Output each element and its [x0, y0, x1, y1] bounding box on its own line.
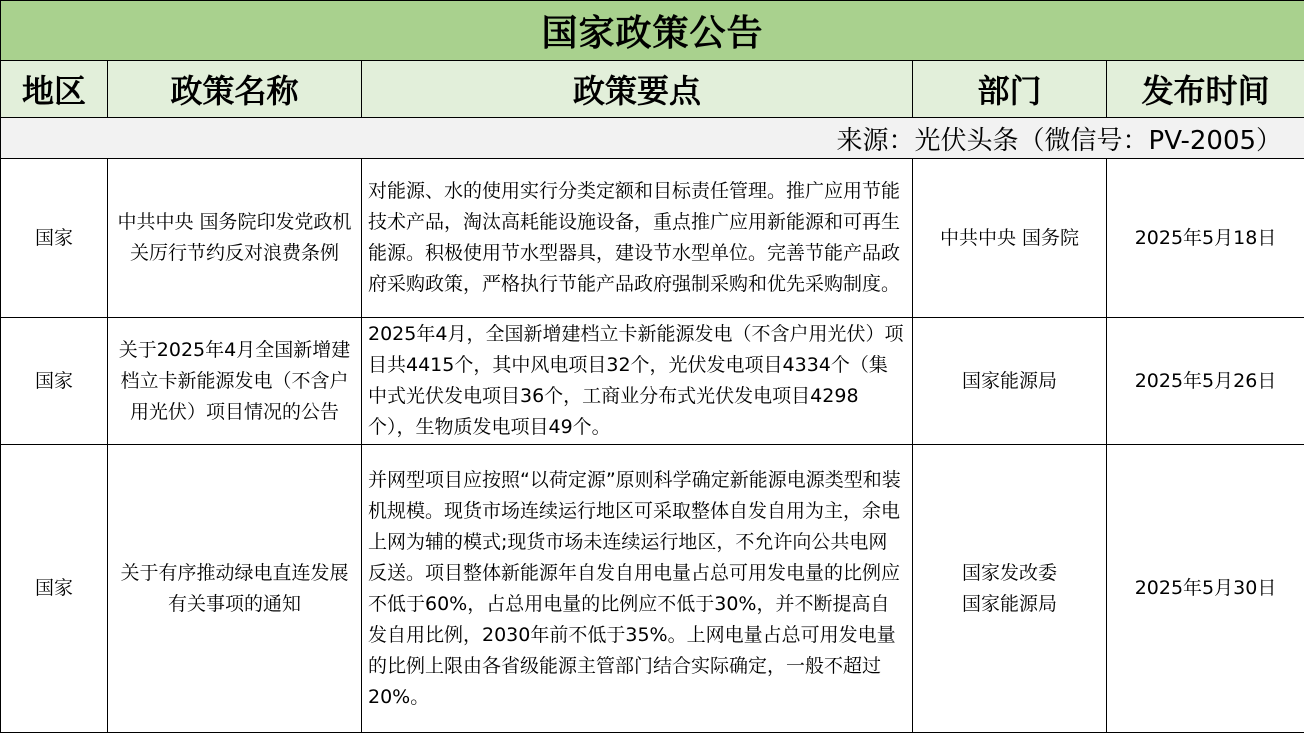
table-row [1, 159, 1304, 318]
cell-policy-name: 中共中央 国务院印发党政机关厉行节约反对浪费条例 [108, 159, 362, 318]
header-policy-name: 政策名称 [108, 61, 362, 118]
table-row [1, 445, 1304, 733]
header-policy-points: 政策要点 [362, 61, 913, 118]
table-title: 国家政策公告 [1, 1, 1304, 61]
cell-region: 国家 [1, 445, 108, 733]
cell-publish-date: 2025年5月18日 [1107, 159, 1304, 318]
cell-department [913, 445, 1107, 733]
header-row [1, 61, 1304, 118]
cell-policy-name: 关于有序推动绿电直连发展有关事项的通知 [108, 445, 362, 733]
cell-region: 国家 [1, 159, 108, 318]
cell-department: 国家能源局 [913, 318, 1107, 445]
cell-region: 国家 [1, 318, 108, 445]
cell-policy-name: 关于2025年4月全国新增建档立卡新能源发电（不含户用光伏）项目情况的公告 [108, 318, 362, 445]
cell-policy-points: 2025年4月，全国新增建档立卡新能源发电（不含户用光伏）项目共4415个，其中风电项目32个，光伏发电项目4334个（集中式光伏发电项目36个，工商业分布式光伏发电项目4298个），生物质发电项目49个。 [362, 318, 913, 445]
cell-policy-points: 对能源、水的使用实行分类定额和目标责任管理。推广应用节能技术产品，淘汰高耗能设施设备，重点推广应用新能源和可再生能源。积极使用节水型器具，建设节水型单位。完善节能产品政府采购政策，严格执行节能产品政府强制采购和优先采购制度。 [362, 159, 913, 318]
department-line: 国家发改委 [961, 561, 1057, 584]
cell-department: 中共中央 国务院 [913, 159, 1107, 318]
header-region: 地区 [1, 61, 108, 118]
source-note: 来源：光伏头条（微信号：PV-2005） [1, 118, 1304, 159]
header-department: 部门 [913, 61, 1107, 118]
department-line: 国家能源局 [961, 592, 1057, 615]
cell-policy-points: 并网型项目应按照“以荷定源”原则科学确定新能源电源类型和装机规模。现货市场连续运行地区可采取整体自发自用为主，余电上网为辅的模式;现货市场未连续运行地区，不允许向公共电网反送。项目整体新能源年自发自用电量占总可用发电量的比例应不低于60%，占总用电量的比例应不低于30%，并不断提高自发自用比例，2030年前不低于35%。上网电量占总可用发电量的比例上限由各省级能源主管部门结合实际确定，一般不超过20%。 [362, 445, 913, 733]
header-publish-date: 发布时间 [1107, 61, 1304, 118]
source-row [1, 118, 1304, 159]
cell-publish-date: 2025年5月30日 [1107, 445, 1304, 733]
cell-publish-date: 2025年5月26日 [1107, 318, 1304, 445]
table-row [1, 318, 1304, 445]
